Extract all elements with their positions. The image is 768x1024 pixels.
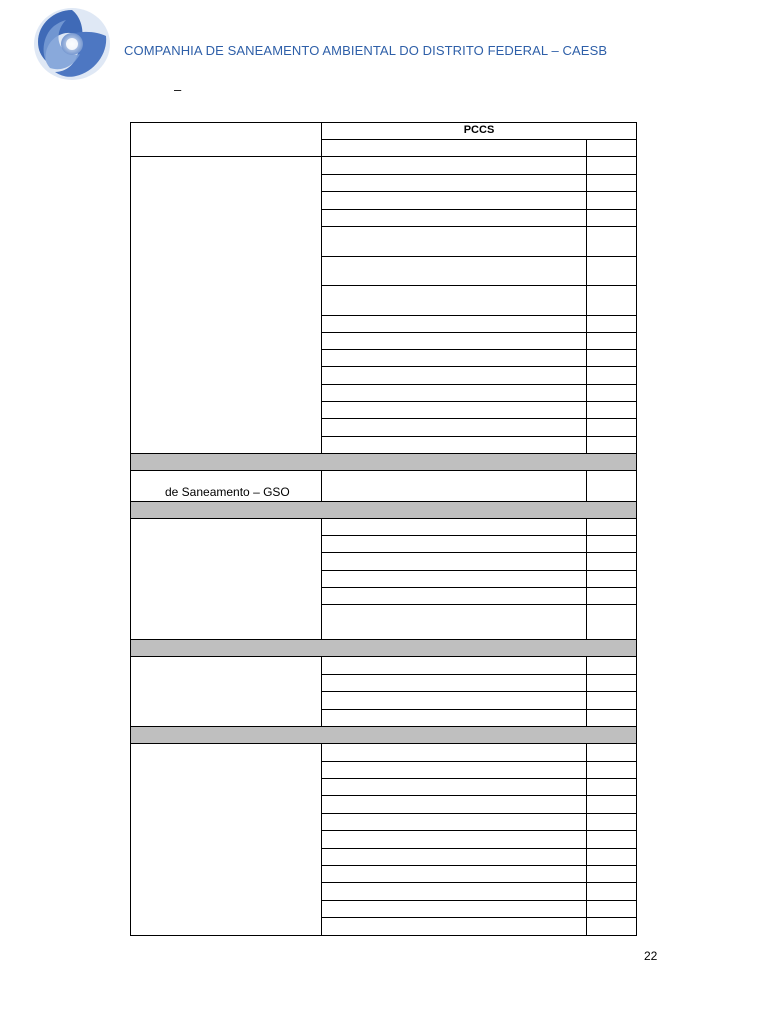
row-line [321, 285, 637, 286]
row-line [321, 436, 637, 437]
row-line [321, 674, 637, 675]
table-border [130, 935, 637, 936]
table-border [130, 122, 637, 123]
row-line [321, 384, 637, 385]
column-divider [586, 139, 587, 453]
row-line [321, 174, 637, 175]
row-line [130, 470, 637, 471]
row-line [321, 226, 637, 227]
row-line [130, 518, 637, 519]
column-divider [321, 518, 322, 639]
table-border [130, 122, 131, 936]
row-line [130, 501, 637, 502]
gso-label: de Saneamento – GSO [165, 485, 290, 499]
row-line [321, 401, 637, 402]
row-line [321, 256, 637, 257]
row-line [321, 587, 637, 588]
section-bar [131, 453, 636, 470]
section-bar [131, 639, 636, 656]
row-line [321, 917, 637, 918]
row-line [321, 604, 637, 605]
row-line [321, 332, 637, 333]
title-dash: – [174, 82, 182, 97]
row-line [321, 418, 637, 419]
row-line [321, 778, 637, 779]
row-line [130, 156, 637, 157]
pccs-header: PCCS [463, 124, 495, 136]
row-line [321, 709, 637, 710]
row-line [321, 139, 637, 140]
column-divider [321, 743, 322, 936]
row-line [130, 726, 637, 727]
column-divider [321, 470, 322, 501]
row-line [130, 639, 637, 640]
pccs-table [130, 122, 637, 936]
row-line [321, 209, 637, 210]
row-line [321, 366, 637, 367]
section-bar [131, 501, 636, 518]
row-line [130, 656, 637, 657]
column-divider [586, 743, 587, 936]
row-line [321, 830, 637, 831]
section-bar [131, 726, 636, 743]
row-line [321, 761, 637, 762]
row-line [321, 552, 637, 553]
row-line [130, 453, 637, 454]
row-line [321, 865, 637, 866]
caesb-logo [32, 6, 112, 82]
row-line [321, 795, 637, 796]
row-line [321, 191, 637, 192]
row-line [321, 315, 637, 316]
row-line [321, 813, 637, 814]
row-line [321, 349, 637, 350]
row-line [321, 535, 637, 536]
company-name: COMPANHIA DE SANEAMENTO AMBIENTAL DO DISTRITO FEDERAL – CAESB [124, 43, 608, 58]
row-line [321, 691, 637, 692]
row-line [130, 743, 637, 744]
page-number: 22 [644, 949, 658, 963]
row-line [321, 570, 637, 571]
row-line [321, 882, 637, 883]
column-divider [321, 122, 322, 453]
row-line [321, 848, 637, 849]
column-divider [586, 518, 587, 639]
column-divider [586, 470, 587, 501]
row-line [321, 900, 637, 901]
